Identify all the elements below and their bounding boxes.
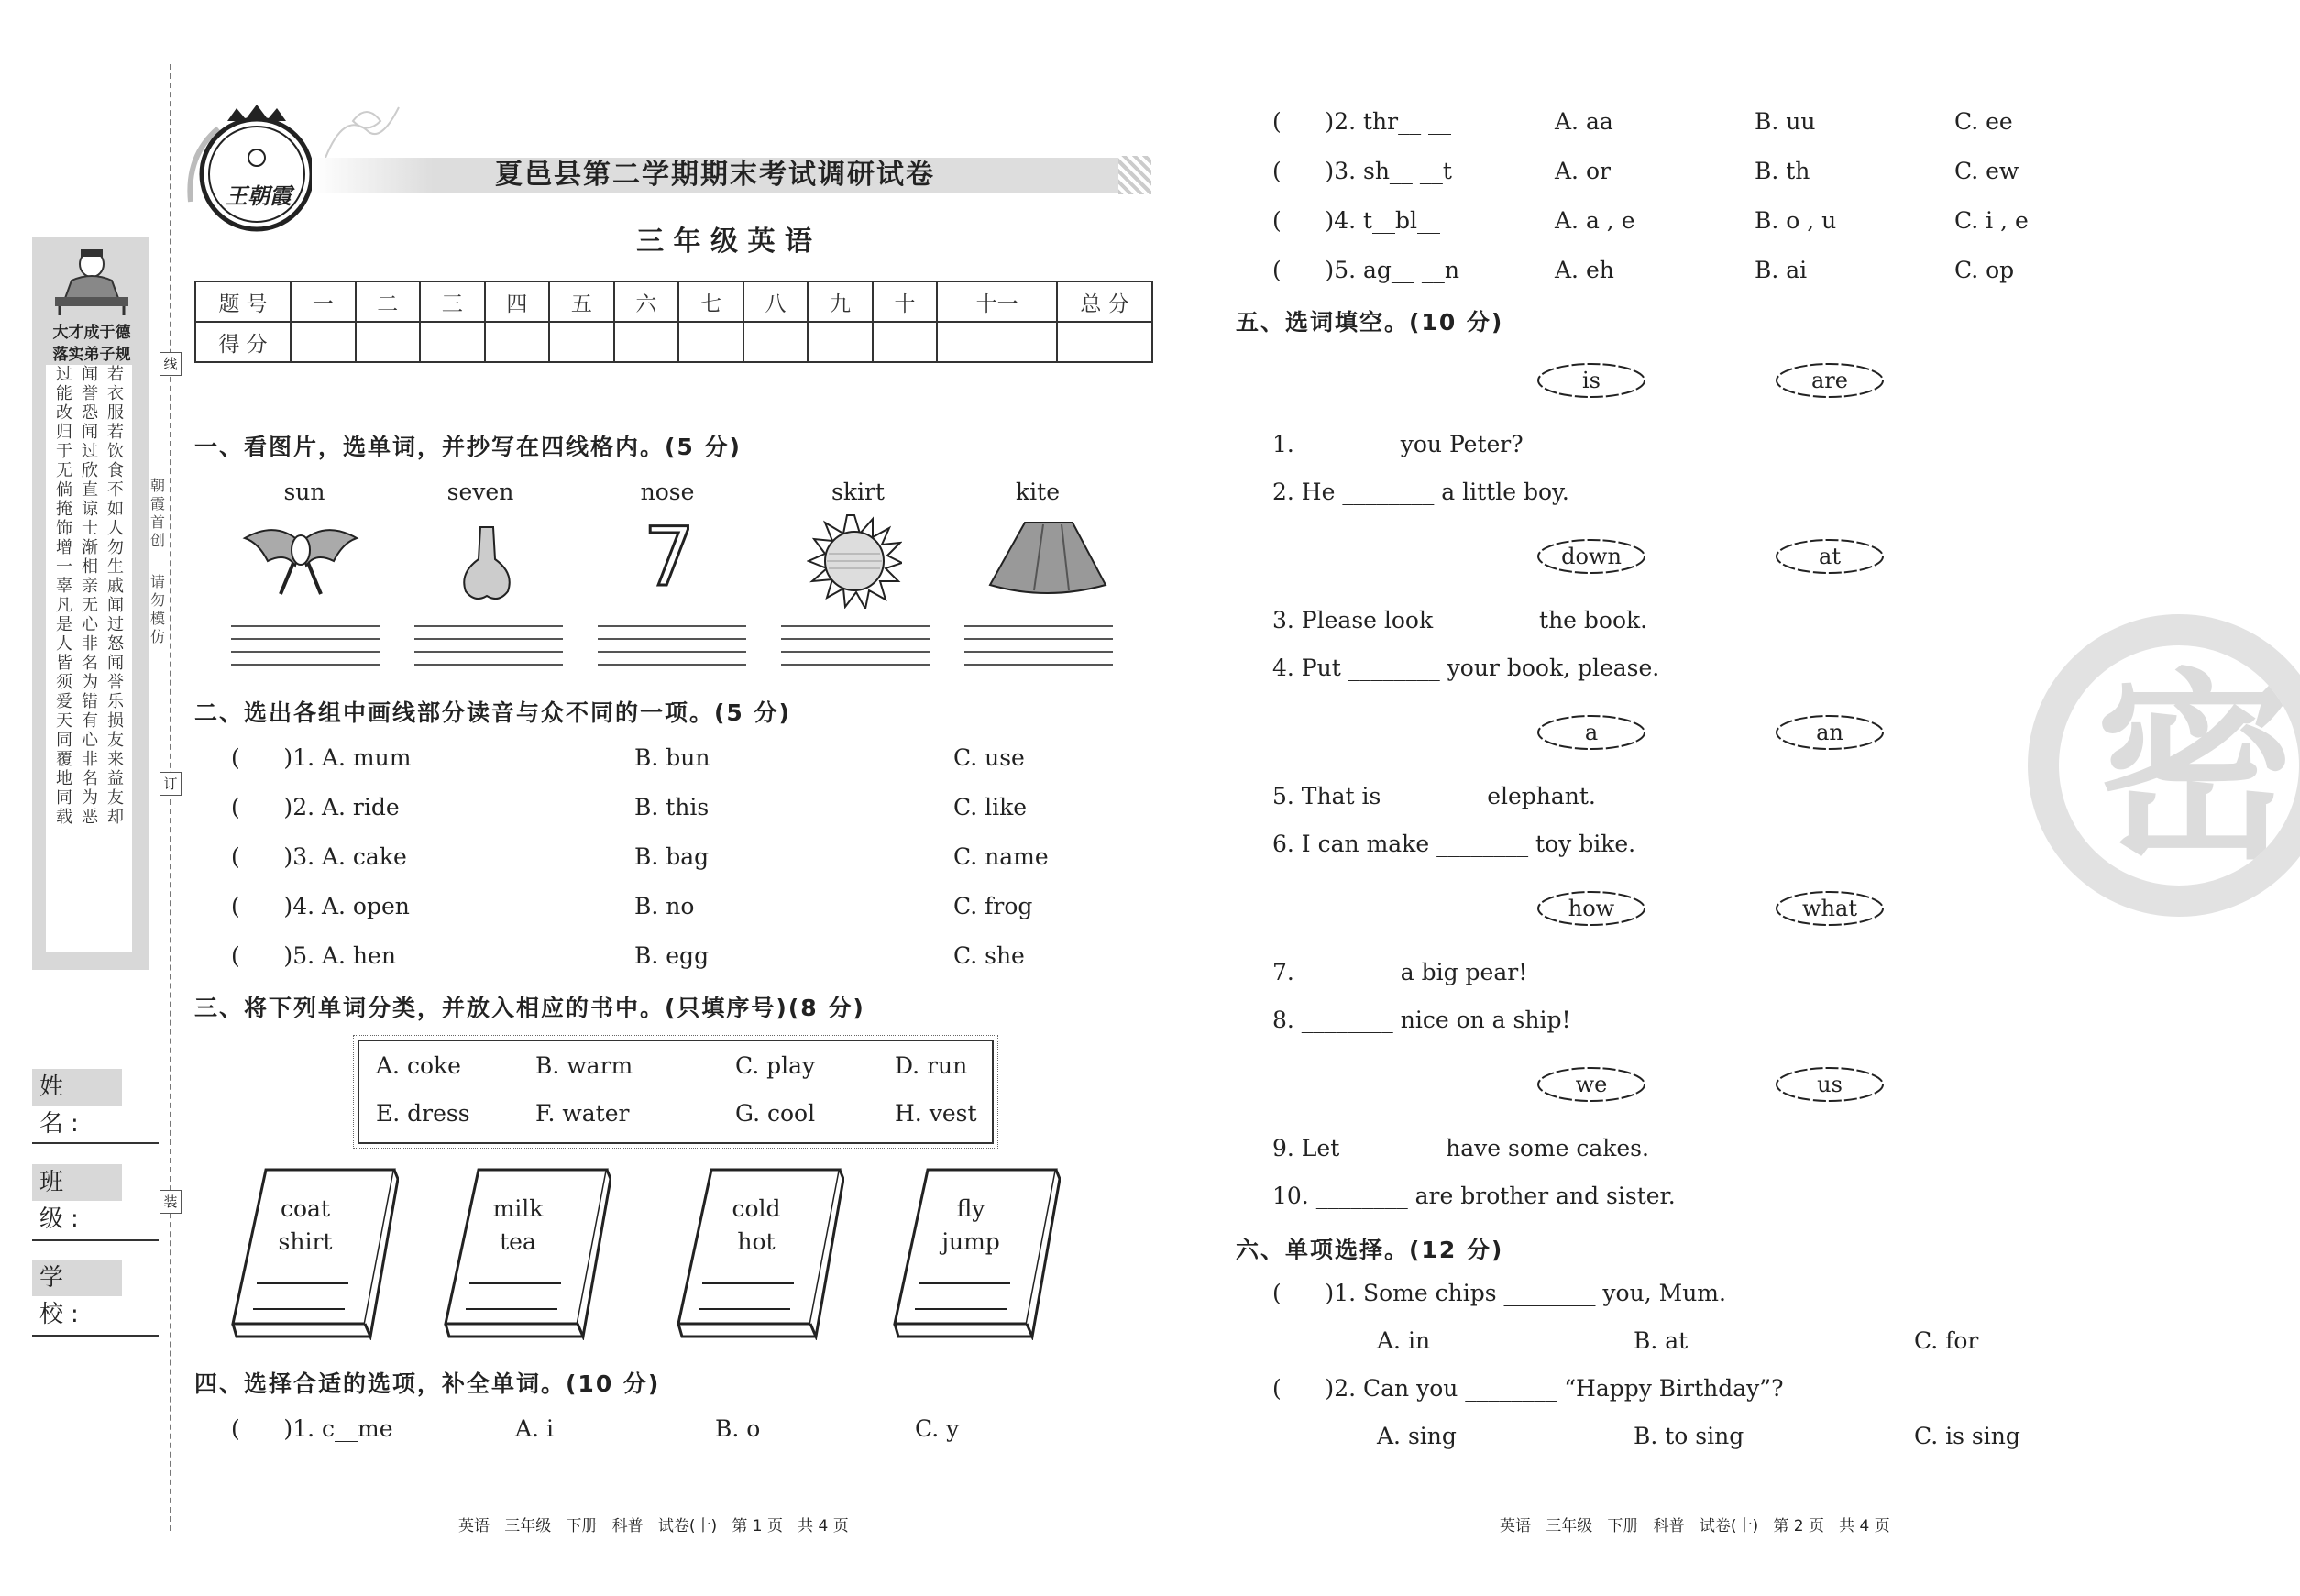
score-cell[interactable]: [614, 322, 679, 362]
bank-f: F. water: [535, 1100, 630, 1127]
word-cloud-text: how: [1568, 896, 1615, 921]
s2-q3-a: ( )3. A. cake: [231, 843, 407, 870]
s4-q1-a: A. i: [515, 1415, 554, 1442]
word-seven: seven: [446, 479, 514, 505]
score-cell[interactable]: [291, 322, 356, 362]
s2-q3-c: C. name: [953, 843, 1049, 870]
word-cloud-what: [1775, 887, 1885, 930]
score-cell[interactable]: [743, 322, 809, 362]
word-cloud-down: [1536, 535, 1646, 578]
s5-sentence-3: 3. Please look ________ the book.: [1272, 607, 1648, 633]
word-cloud-is: [1536, 359, 1646, 402]
s2-q5-b: B. egg: [634, 942, 710, 969]
s2-q5-c: C. she: [953, 942, 1025, 969]
book-2-word-1: milk: [492, 1195, 544, 1222]
word-cloud-us: [1775, 1063, 1885, 1106]
score-cell[interactable]: [549, 322, 614, 362]
seven-digit-picture: 7: [644, 510, 695, 604]
s6-q1-c: C. for: [1914, 1327, 1979, 1354]
score-header-cell: 二: [356, 281, 421, 322]
word-cloud-how: [1536, 887, 1646, 930]
s2-q2-c: C. like: [953, 794, 1028, 820]
word-cloud-text: what: [1802, 896, 1857, 921]
exam-title: 夏邑县第二学期期末考试调研试卷: [495, 159, 935, 191]
s6-q1: ( )1. Some chips ________ you, Mum.: [1272, 1280, 1726, 1306]
logo-text: 王朝霞: [226, 183, 292, 209]
book-3-word-2: hot: [737, 1228, 776, 1255]
word-cloud-we: [1536, 1063, 1646, 1106]
s4-q4: ( )4. t__bl__: [1272, 207, 1441, 234]
section3-heading: 三、将下列单词分类，并放入相应的书中。(只填序号)(8 分): [194, 995, 865, 1021]
motto-column-3: 若衣服若饮食不如人勿生戚闻过怒闻誉乐损友来益友却: [107, 365, 124, 827]
class-label: 班 级:: [32, 1164, 122, 1201]
s4-q1-c: C. y: [915, 1415, 960, 1442]
bank-c: C. play: [735, 1052, 816, 1079]
s5-sentence-5: 5. That is ________ elephant.: [1272, 783, 1596, 809]
school-label: 学 校:: [32, 1260, 122, 1296]
score-header-cell: 一: [291, 281, 356, 322]
s4-q5-c: C. op: [1954, 257, 2015, 283]
vertical-note-1: 朝霞首创: [150, 477, 166, 549]
s6-q2: ( )2. Can you ________ “Happy Birthday”?: [1272, 1375, 1784, 1402]
word-cloud-text: down: [1561, 544, 1622, 569]
score-cell[interactable]: [485, 322, 550, 362]
word-nose: nose: [640, 479, 695, 505]
binding-dashed-line: [170, 64, 171, 1531]
score-header-cell: 三: [420, 281, 485, 322]
section2-heading: 二、选出各组中画线部分读音与众不同的一项。(5 分): [194, 699, 791, 726]
name-label: 姓 名:: [32, 1069, 122, 1106]
motto-column-2: 闻誉恐闻过欣直谅士渐相亲无心非名为错有心非名为恶: [82, 365, 98, 827]
s5-sentence-7: 7. ________ a big pear!: [1272, 959, 1528, 985]
bank-b: B. warm: [535, 1052, 633, 1079]
section1-heading: 一、看图片，选单词，并抄写在四线格内。(5 分): [194, 434, 742, 460]
s4-q5-b: B. ai: [1755, 257, 1808, 283]
score-cell[interactable]: [678, 322, 743, 362]
score-header-cell: 十: [873, 281, 938, 322]
book-2-word-2: tea: [500, 1228, 536, 1255]
word-cloud-at: [1775, 535, 1885, 578]
s4-q2-b: B. uu: [1755, 108, 1816, 135]
s4-q4-b: B. o , u: [1755, 207, 1837, 234]
s2-q1-c: C. use: [953, 744, 1025, 771]
s2-q5-a: ( )5. A. hen: [231, 942, 396, 969]
sun-picture: [807, 513, 902, 609]
cut-mark-3: 装: [160, 1190, 182, 1214]
bank-e: E. dress: [376, 1100, 470, 1127]
s6-q2-b: B. to sing: [1634, 1423, 1744, 1449]
s2-q4-c: C. frog: [953, 893, 1033, 919]
section6-heading: 六、单项选择。(12 分): [1236, 1237, 1504, 1263]
word-sun: sun: [283, 479, 325, 505]
seal-character: 密: [2095, 652, 2297, 886]
s2-q1-a: ( )1. A. mum: [231, 744, 412, 771]
writing-lines-3[interactable]: [598, 625, 746, 666]
s2-q2-b: B. this: [634, 794, 710, 820]
score-header-cell: 五: [549, 281, 614, 322]
writing-lines-5[interactable]: [964, 625, 1113, 666]
kite-bird-picture: [240, 515, 361, 598]
s4-q1-b: B. o: [715, 1415, 761, 1442]
s6-q2-c: C. is sing: [1914, 1423, 2020, 1449]
s2-q3-b: B. bag: [634, 843, 710, 870]
s4-q5: ( )5. ag__ __n: [1272, 257, 1459, 283]
word-skirt: skirt: [831, 479, 885, 505]
scholar-illustration: [46, 244, 138, 317]
s4-q3: ( )3. sh__ __t: [1272, 158, 1452, 184]
word-kite: kite: [1016, 479, 1060, 505]
bank-h: H. vest: [895, 1100, 977, 1127]
s6-q1-a: A. in: [1377, 1327, 1431, 1354]
nose-picture: [455, 523, 519, 605]
footer-left: 英语 三年级 下册 科普 试卷(十) 第 1 页 共 4 页: [458, 1517, 849, 1535]
score-header-cell: 六: [614, 281, 679, 322]
banner-dots: [1118, 156, 1151, 194]
word-cloud-text: a: [1584, 720, 1599, 745]
book-4-word-2: jump: [941, 1228, 1000, 1255]
book-1-word-2: shirt: [278, 1228, 333, 1255]
cut-mark-2: 订: [160, 772, 182, 796]
skirt-picture: [988, 519, 1107, 598]
confidential-seal: [2028, 614, 2300, 917]
score-header-cell: 总 分: [1057, 281, 1152, 322]
s5-sentence-1: 1. ________ you Peter?: [1272, 431, 1524, 457]
s4-q3-a: A. or: [1555, 158, 1611, 184]
section4-heading: 四、选择合适的选项，补全单词。(10 分): [194, 1370, 661, 1397]
score-cell[interactable]: [420, 322, 485, 362]
score-table: [194, 281, 1153, 363]
writing-lines-1[interactable]: [231, 625, 380, 666]
score-header-cell: 题 号: [195, 281, 291, 322]
s6-q2-a: A. sing: [1377, 1423, 1457, 1449]
word-cloud-text: an: [1816, 720, 1843, 745]
word-cloud-an: [1775, 711, 1885, 754]
score-cell[interactable]: [1057, 322, 1152, 362]
school-field[interactable]: [32, 1335, 159, 1337]
section5-heading: 五、选词填空。(10 分): [1236, 309, 1504, 336]
exam-subtitle: 三 年 级 英 语: [636, 226, 812, 258]
s4-q5-a: A. eh: [1555, 257, 1614, 283]
s4-q1: ( )1. c__me: [231, 1415, 393, 1442]
word-cloud-a: [1536, 711, 1646, 754]
s4-q4-a: A. a , e: [1555, 207, 1635, 234]
score-row-label: 得 分: [195, 322, 291, 362]
s2-q4-b: B. no: [634, 893, 695, 919]
class-field[interactable]: [32, 1239, 159, 1241]
score-header-cell: 十一: [937, 281, 1057, 322]
s4-q3-b: B. th: [1755, 158, 1810, 184]
book-4-word-1: fly: [956, 1195, 985, 1222]
bank-a: A. coke: [376, 1052, 461, 1079]
name-field[interactable]: [32, 1142, 159, 1144]
vertical-note-2: 请勿模仿: [150, 573, 166, 645]
score-table-header-row: [195, 281, 1152, 322]
word-cloud-text: we: [1575, 1072, 1608, 1097]
book-1-word-1: coat: [280, 1195, 330, 1222]
writing-lines-2[interactable]: [414, 625, 563, 666]
score-table-score-row: [195, 322, 1152, 362]
score-header-cell: 九: [808, 281, 873, 322]
book-3-word-1: cold: [732, 1195, 781, 1222]
word-cloud-text: are: [1811, 368, 1848, 393]
s2-q1-b: B. bun: [634, 744, 710, 771]
s4-q2-a: A. aa: [1555, 108, 1613, 135]
s5-sentence-8: 8. ________ nice on a ship!: [1272, 1007, 1571, 1033]
s5-sentence-4: 4. Put ________ your book, please.: [1272, 655, 1660, 681]
s5-sentence-2: 2. He ________ a little boy.: [1272, 479, 1569, 505]
s4-q2: ( )2. thr__ __: [1272, 108, 1452, 135]
s4-q2-c: C. ee: [1954, 108, 2013, 135]
s4-q4-c: C. i , e: [1954, 207, 2029, 234]
bank-d: D. run: [895, 1052, 968, 1079]
motto-text-area: [46, 365, 132, 952]
s5-sentence-6: 6. I can make ________ toy bike.: [1272, 831, 1636, 857]
cut-mark-1: 线: [160, 352, 182, 376]
score-header-cell: 四: [485, 281, 550, 322]
score-cell[interactable]: [356, 322, 421, 362]
s2-q4-a: ( )4. A. open: [231, 893, 410, 919]
word-cloud-are: [1775, 359, 1885, 402]
s2-q2-a: ( )2. A. ride: [231, 794, 400, 820]
motto-column-1: 过能改归于无倘掩饰增一辜凡是人皆须爱天同覆地同载: [56, 365, 72, 827]
publisher-logo: [182, 101, 319, 238]
score-cell[interactable]: [937, 322, 1057, 362]
score-header-cell: 七: [678, 281, 743, 322]
writing-lines-4[interactable]: [781, 625, 930, 666]
word-cloud-text: us: [1817, 1072, 1843, 1097]
word-cloud-text: is: [1582, 368, 1601, 393]
bank-g: G. cool: [735, 1100, 816, 1127]
s4-q3-c: C. ew: [1954, 158, 2019, 184]
s6-q1-b: B. at: [1634, 1327, 1689, 1354]
s5-sentence-9: 9. Let ________ have some cakes.: [1272, 1135, 1649, 1161]
s5-sentence-10: 10. ________ are brother and sister.: [1272, 1183, 1676, 1209]
score-cell[interactable]: [808, 322, 873, 362]
motto-title-1: 大才成于德: [52, 324, 131, 342]
motto-title-2: 落实弟子规: [52, 346, 131, 364]
score-header-cell: 八: [743, 281, 809, 322]
footer-right: 英语 三年级 下册 科普 试卷(十) 第 2 页 共 4 页: [1500, 1517, 1890, 1535]
score-cell[interactable]: [873, 322, 938, 362]
word-cloud-text: at: [1819, 544, 1841, 569]
